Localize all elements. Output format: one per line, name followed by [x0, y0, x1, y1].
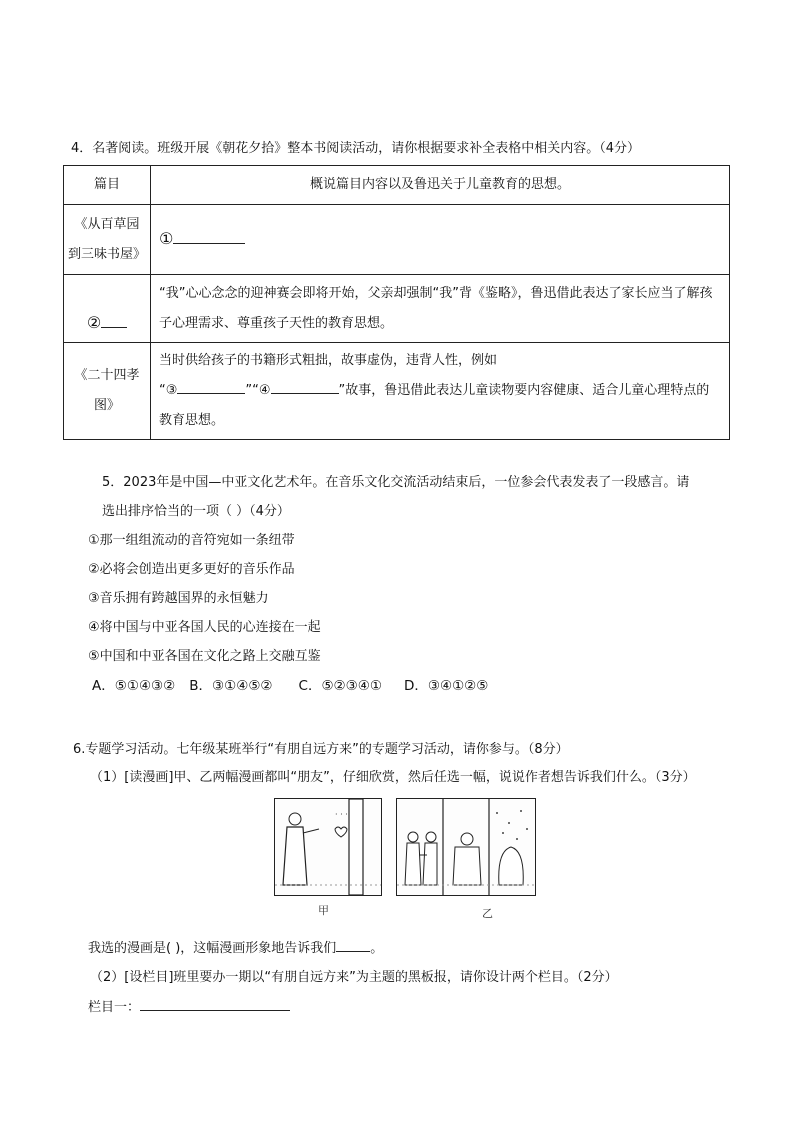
blank-1-line[interactable]: [173, 229, 245, 244]
question-6-title: 6.专题学习活动。七年级某班举行“有朋自远方来”的专题学习活动，请你参与。（8分）: [73, 742, 569, 757]
blank-1-marker: ①: [159, 228, 174, 248]
blank-4-marker: ”“④: [245, 383, 271, 398]
svg-text:· · ·: · · ·: [335, 810, 348, 819]
comic-a: [274, 798, 382, 896]
table-row: [64, 275, 730, 343]
sentence-option: ③音乐拥有跨越国界的永恒魅力: [88, 591, 269, 606]
comic-b: [396, 798, 536, 896]
header-chapter: 篇目: [64, 166, 151, 205]
sentence-option: ④将中国与中亚各国人民的心连接在一起: [88, 620, 321, 635]
sentence-option: ⑤中国和中亚各国在文化之路上交融互鉴: [88, 649, 321, 664]
row2-chapter[interactable]: [64, 275, 151, 343]
column-1-blank[interactable]: [140, 996, 290, 1011]
question-4-title: 4．名著阅读。班级开展《朝花夕拾》整本书阅读活动，请你根据要求补全表格中相关内容。（4分）: [71, 141, 641, 156]
row2-content: “我”心心念念的迎神赛会即将开始，父亲却强制“我”背《鉴略》，鲁迅借此表达了家长应当了解孩子心理需求、尊重孩子天性的教育思想。: [151, 275, 730, 343]
reading-table: [63, 165, 730, 440]
sentence-option: ①那一组组流动的音符宛如一条纽带: [88, 533, 295, 548]
question-6-part-2: （2）[设栏目]班里要办一期以“有朋自远方来”为主题的黑板报，请你设计两个栏目。（2分）: [90, 970, 618, 985]
column-1-line: [88, 996, 290, 1015]
comic-answer-blank[interactable]: [336, 937, 370, 952]
question-6-part-1: （1）[读漫画]甲、乙两幅漫画都叫“朋友”，仔细欣赏，然后任选一幅，说说作者想告诉我们什么。（3分）: [90, 770, 696, 785]
comic-answer-prompt: 我选的漫画是( )，这幅漫画形象地告诉我们: [88, 941, 337, 956]
comic-b-label: 乙: [482, 907, 493, 920]
row3-text-1: 当时供给孩子的书籍形式粗拙，故事虚伪，违背人性，例如: [159, 353, 498, 368]
header-summary: 概说篇目内容以及鲁迅关于儿童教育的思想。: [151, 166, 730, 205]
table-row: [64, 205, 730, 275]
choice-c[interactable]: C．⑤②③④①: [298, 678, 382, 694]
row1-chapter: 《从百草园 到三味书屋》: [64, 205, 151, 275]
table-row: [64, 343, 730, 440]
choice-a[interactable]: A．⑤①④③②: [92, 678, 176, 694]
question-5-title-cont: 选出排序恰当的一项（ ）（4分）: [102, 504, 290, 519]
comic-answer-end: 。: [370, 941, 384, 956]
row3-chapter: 《二十四孝 图》: [64, 343, 151, 440]
blank-2-line[interactable]: [101, 313, 127, 328]
sentence-option: ②必将会创造出更多更好的音乐作品: [88, 562, 295, 577]
blank-4-line[interactable]: [271, 379, 339, 394]
comic-a-drawing: [275, 799, 381, 895]
comic-answer-line: [88, 937, 383, 956]
comic-a-label: 甲: [318, 904, 329, 917]
column-1-label: 栏目一：: [88, 1000, 141, 1015]
blank-2-marker: ②: [86, 312, 102, 332]
comic-b-drawing: [397, 799, 535, 895]
answer-choices: [92, 674, 502, 694]
blank-3-marker: “③: [159, 383, 178, 398]
choice-d[interactable]: D．③④①②⑤: [403, 678, 489, 694]
row3-text-2: ”故事，鲁迅借此表达儿童读物要内容健康、适合儿童心理特点的教育思想。: [159, 383, 710, 428]
row1-content[interactable]: [151, 205, 730, 275]
table-header-row: [64, 166, 730, 205]
blank-3-line[interactable]: [177, 379, 245, 394]
question-5-title: 5．2023年是中国—中亚文化艺术年。在音乐文化交流活动结束后，一位参会代表发表了一段感言。请: [102, 475, 690, 490]
choice-b[interactable]: B．③①④⑤②: [189, 678, 273, 694]
row3-content: [151, 343, 730, 440]
